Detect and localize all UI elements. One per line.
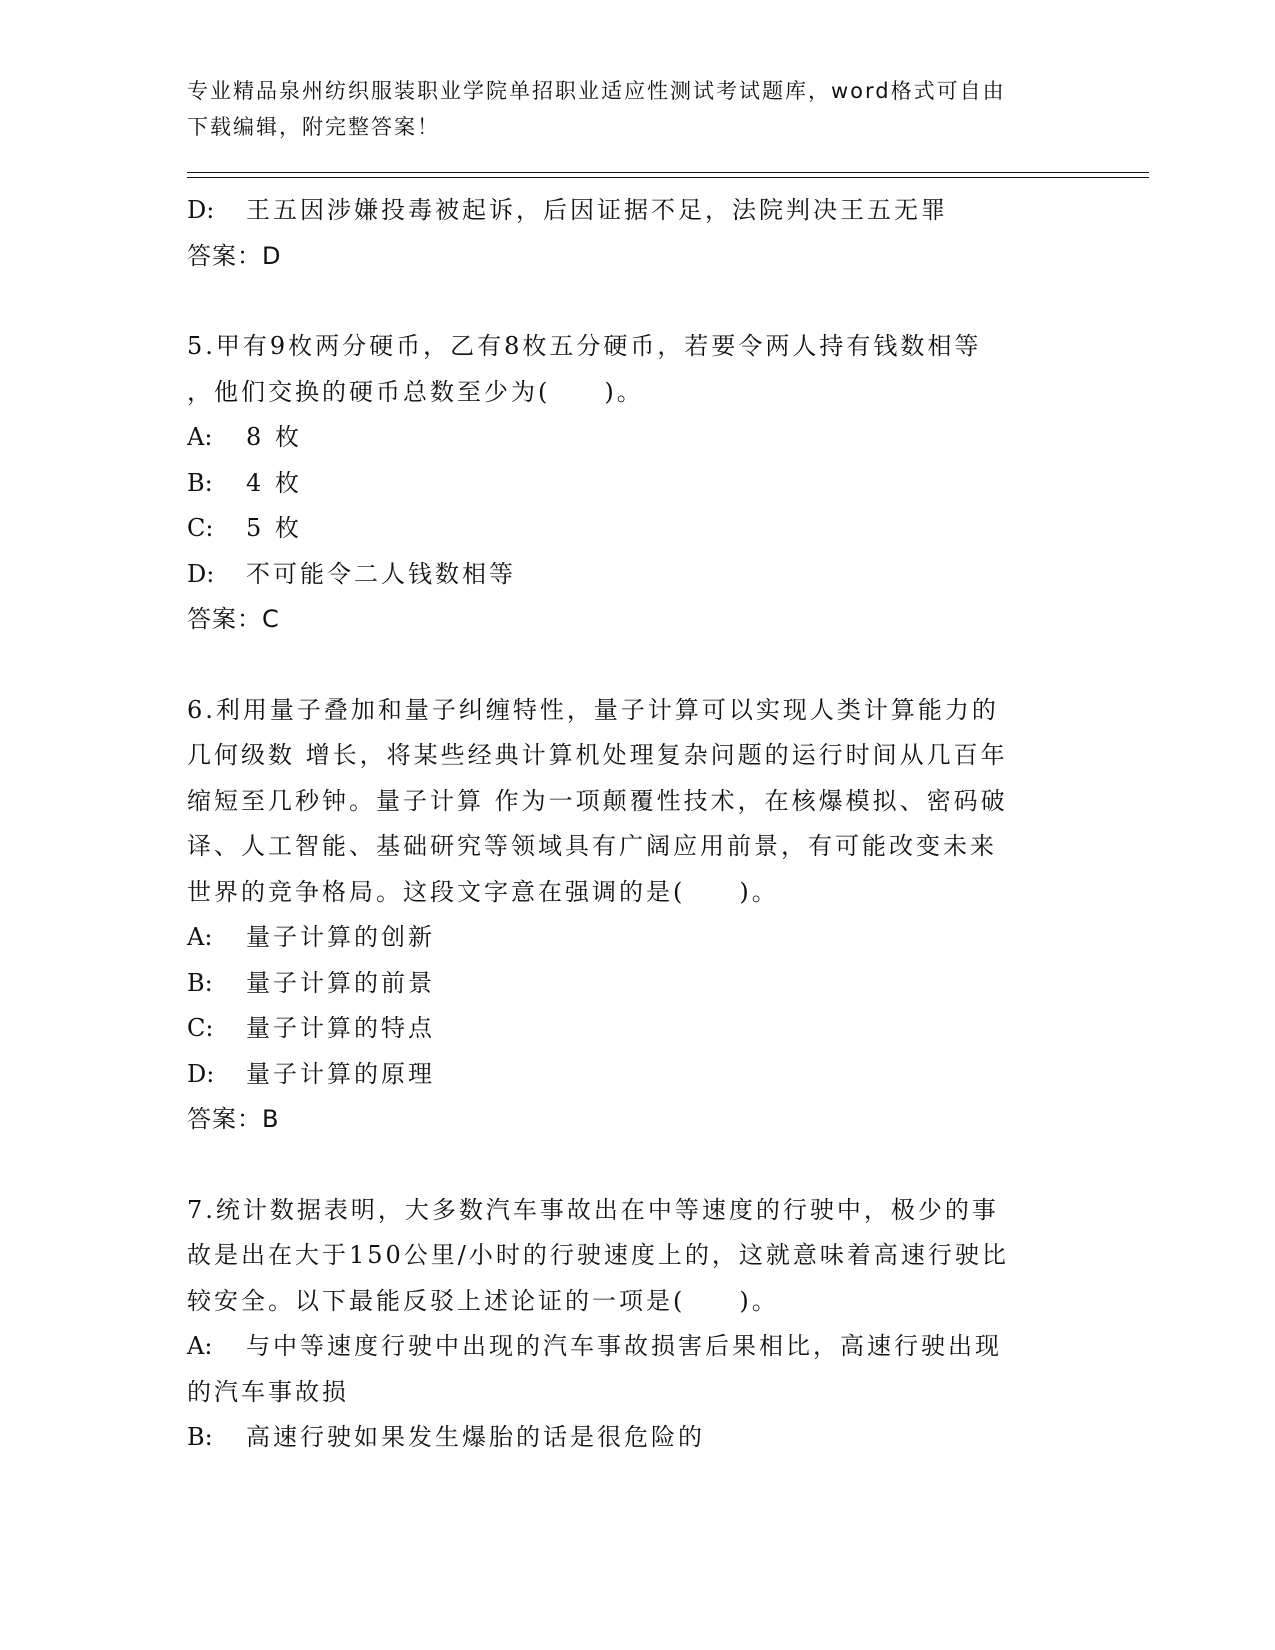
q7-option-a	[187, 1324, 1087, 1370]
option-text: 5 枚	[246, 514, 302, 542]
q6-stem-line: 几何级数 增长，将某些经典计算机处理复杂问题的运行时间从几百年	[187, 741, 1008, 769]
q6-option-d	[187, 1052, 1087, 1098]
q5-stem-line: ，他们交换的硬币总数至少为( )。	[187, 377, 644, 406]
option-letter: C:	[187, 1014, 214, 1042]
header-line-2: 下载编辑，附完整答案！	[187, 115, 440, 139]
option-letter: D:	[187, 1059, 215, 1088]
prev-answer: 答案：D	[187, 241, 282, 270]
document-body	[187, 188, 1087, 1461]
option-text: 量子计算的前景	[246, 968, 435, 997]
prev-option-d	[187, 188, 1087, 234]
option-text: 与中等速度行驶中出现的汽车事故损害后果相比，高速行驶出现	[246, 1332, 1002, 1360]
q6-option-c	[187, 1006, 1087, 1052]
option-letter: C:	[187, 514, 214, 542]
q5-option-d	[187, 552, 1087, 598]
q5-answer: 答案：C	[187, 605, 280, 633]
header-rule-bottom	[187, 177, 1149, 178]
q5-option-a	[187, 415, 1087, 461]
q5-option-c	[187, 506, 1087, 552]
header-rule-top	[187, 172, 1149, 173]
q7-stem-line: 较安全。以下最能反驳上述论证的一项是( )。	[187, 1286, 779, 1315]
q5-option-b	[187, 461, 1087, 507]
q6-stem-line: 译、人工智能、基础研究等领域具有广阔应用前景，有可能改变未来	[187, 832, 997, 860]
q6-stem-line: 6.利用量子叠加和量子纠缠特性，量子计算可以实现人类计算能力的	[187, 695, 999, 724]
q7-stem-line: 7.统计数据表明，大多数汽车事故出在中等速度的行驶中，极少的事	[187, 1195, 999, 1224]
option-letter: A:	[187, 423, 213, 451]
option-text: 王五因涉嫌投毒被起诉，后因证据不足，法院判决王五无罪	[246, 196, 948, 224]
option-letter: B:	[187, 968, 213, 997]
option-letter: A:	[187, 923, 213, 951]
q6-option-b	[187, 961, 1087, 1007]
option-letter: D:	[187, 196, 215, 224]
question-5	[187, 324, 1087, 643]
option-text: 高速行驶如果发生爆胎的话是很危险的	[246, 1423, 705, 1451]
option-text: 4 枚	[246, 468, 302, 497]
option-letter: D:	[187, 559, 215, 588]
header-line-1: 专业精品泉州纺织服装职业学院单招职业适应性测试考试题库，word格式可自由	[187, 79, 1006, 103]
q5-stem-line: 5.甲有9枚两分硬币，乙有8枚五分硬币，若要令两人持有钱数相等	[187, 332, 982, 360]
q6-stem-line: 世界的竞争格局。这段文字意在强调的是( )。	[187, 877, 779, 906]
q6-option-a	[187, 915, 1087, 961]
option-text: 8 枚	[246, 423, 302, 451]
document-header	[187, 73, 1087, 145]
option-text: 不可能令二人钱数相等	[246, 559, 516, 588]
q7-option-b	[187, 1415, 1087, 1461]
question-7	[187, 1188, 1087, 1461]
option-text: 量子计算的特点	[246, 1014, 435, 1042]
q7-stem-line: 故是出在大于150公里/小时的行驶速度上的，这就意味着高速行驶比	[187, 1241, 1009, 1269]
option-letter: B:	[187, 1423, 213, 1451]
option-letter: A:	[187, 1332, 213, 1360]
option-text: 量子计算的原理	[246, 1059, 435, 1088]
q6-stem-line: 缩短至几秒钟。量子计算 作为一项颠覆性技术，在核爆模拟、密码破	[187, 786, 1008, 815]
option-letter: B:	[187, 468, 213, 497]
option-text: 量子计算的创新	[246, 923, 435, 951]
q6-answer: 答案：B	[187, 1105, 280, 1133]
q7-option-a-continued: 的汽车事故损	[187, 1377, 349, 1406]
question-6	[187, 688, 1087, 1143]
